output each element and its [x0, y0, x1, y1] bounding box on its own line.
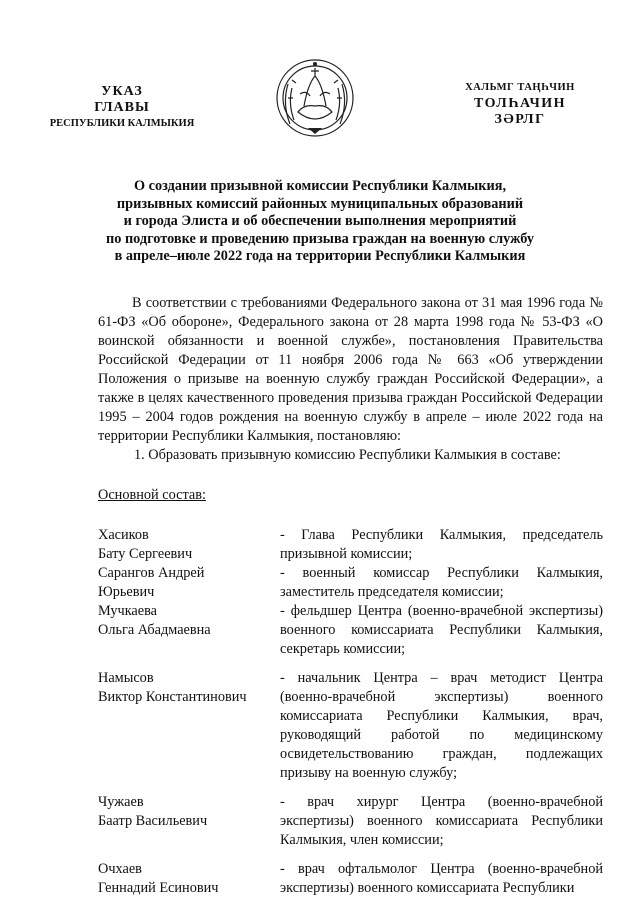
- title-line: призывных комиссий районных муниципальных образований: [116, 195, 524, 212]
- member-surname: Чужаев: [98, 794, 144, 810]
- document-body: [98, 294, 603, 908]
- preamble-text: В соответствии с требованиями Федерального закона от 31 мая 1996 года № 61-ФЗ «Об обороне», Федерального закона от 28 марта 1998 года № 53-ФЗ «О воинской обязанности и военной службе», постановления Правительства Российской Федерации от 11 ноября 2006 года № 663 «Об утверждении Положения о призыве на военную службу граждан Российской Федерации», а также в целях качественного проведения призыва граждан Российской Федерации 1995 – 2004 годов рождения на военную службу в апреле – июле 2022 года на территории Республики Калмыкия, постановляю:: [98, 295, 603, 444]
- member-row: [98, 860, 603, 898]
- member-given-name: Ольга Абадмаевна: [98, 622, 211, 638]
- member-row: [98, 669, 603, 783]
- section-title: Основной состав:: [98, 487, 206, 503]
- member-row: [98, 602, 603, 659]
- member-name: [98, 669, 280, 783]
- document-title: [60, 178, 580, 266]
- title-line: и города Элиста и об обеспечении выполнения мероприятий: [123, 213, 517, 230]
- title-line: в апреле–июле 2022 года на территории Республики Калмыкия: [114, 248, 526, 265]
- coat-of-arms-emblem: [270, 54, 360, 142]
- member-role: - врач хирург Центра (военно-врачебной экспертизы) военного комиссариата Республики Калмыкия, член комиссии;: [280, 794, 603, 848]
- header-left: [38, 84, 206, 132]
- member-surname: Очхаев: [98, 861, 142, 877]
- member-name: [98, 860, 280, 898]
- member-role: - Глава Республики Калмыкия, председатель призывной комиссии;: [280, 527, 603, 562]
- member-role: - врач офтальмолог Центра (военно-врачебной экспертизы) военного комиссариата Республики: [280, 861, 603, 896]
- header-right-line: ЗӘРЛГ: [494, 112, 546, 127]
- header-right-line: ТОЛҺАЧИН: [473, 96, 567, 111]
- member-given-name: Баатр Васильевич: [98, 813, 208, 829]
- preamble-paragraph: [98, 294, 603, 446]
- member-role: - фельдшер Центра (военно-врачебной экспертизы) военного комиссариата Республики Калмыкия, секретарь комиссии;: [280, 603, 603, 657]
- member-role: - военный комиссар Республики Калмыкия, заместитель председателя комиссии;: [280, 565, 603, 600]
- title-line: по подготовке и проведению призыва граждан на военную службу: [105, 230, 535, 247]
- member-surname: Намысов: [98, 670, 154, 686]
- member-given-name: Юрьевич: [98, 584, 155, 600]
- member-name: [98, 602, 280, 659]
- member-name: [98, 793, 280, 850]
- member-row: [98, 793, 603, 850]
- title-line: О создании призывной комиссии Республики Калмыкия,: [133, 178, 507, 194]
- member-row: [98, 526, 603, 564]
- member-given-name: Геннадий Есинович: [98, 880, 219, 896]
- member-given-name: Бату Сергеевич: [98, 546, 193, 562]
- header-right-line: ХАЛЬМГ ТАҢҺЧИН: [465, 82, 575, 93]
- item-1: 1. Образовать призывную комиссию Республики Калмыкия в составе:: [134, 447, 561, 463]
- header-right: [430, 80, 610, 128]
- member-surname: Мучкаева: [98, 603, 158, 619]
- member-name: [98, 526, 280, 564]
- member-surname: Хасиков: [98, 527, 149, 543]
- header-left-line: РЕСПУБЛИКИ КАЛМЫКИЯ: [49, 118, 195, 129]
- header-left-line: УКАЗ: [101, 84, 143, 99]
- member-given-name: Виктор Константинович: [98, 689, 247, 705]
- header-left-line: ГЛАВЫ: [94, 100, 150, 115]
- members-list: [98, 526, 603, 898]
- member-name: [98, 564, 280, 602]
- member-surname: Сарангов Андрей: [98, 565, 205, 581]
- member-role: - начальник Центра – врач методист Центра (военно-врачебной экспертизы) военного комиссариата Республики Калмыкия, врач, руководящий работой по медицинскому освидетельствованию граждан, подлежащих призыву на военную службу;: [280, 670, 603, 781]
- member-row: [98, 564, 603, 602]
